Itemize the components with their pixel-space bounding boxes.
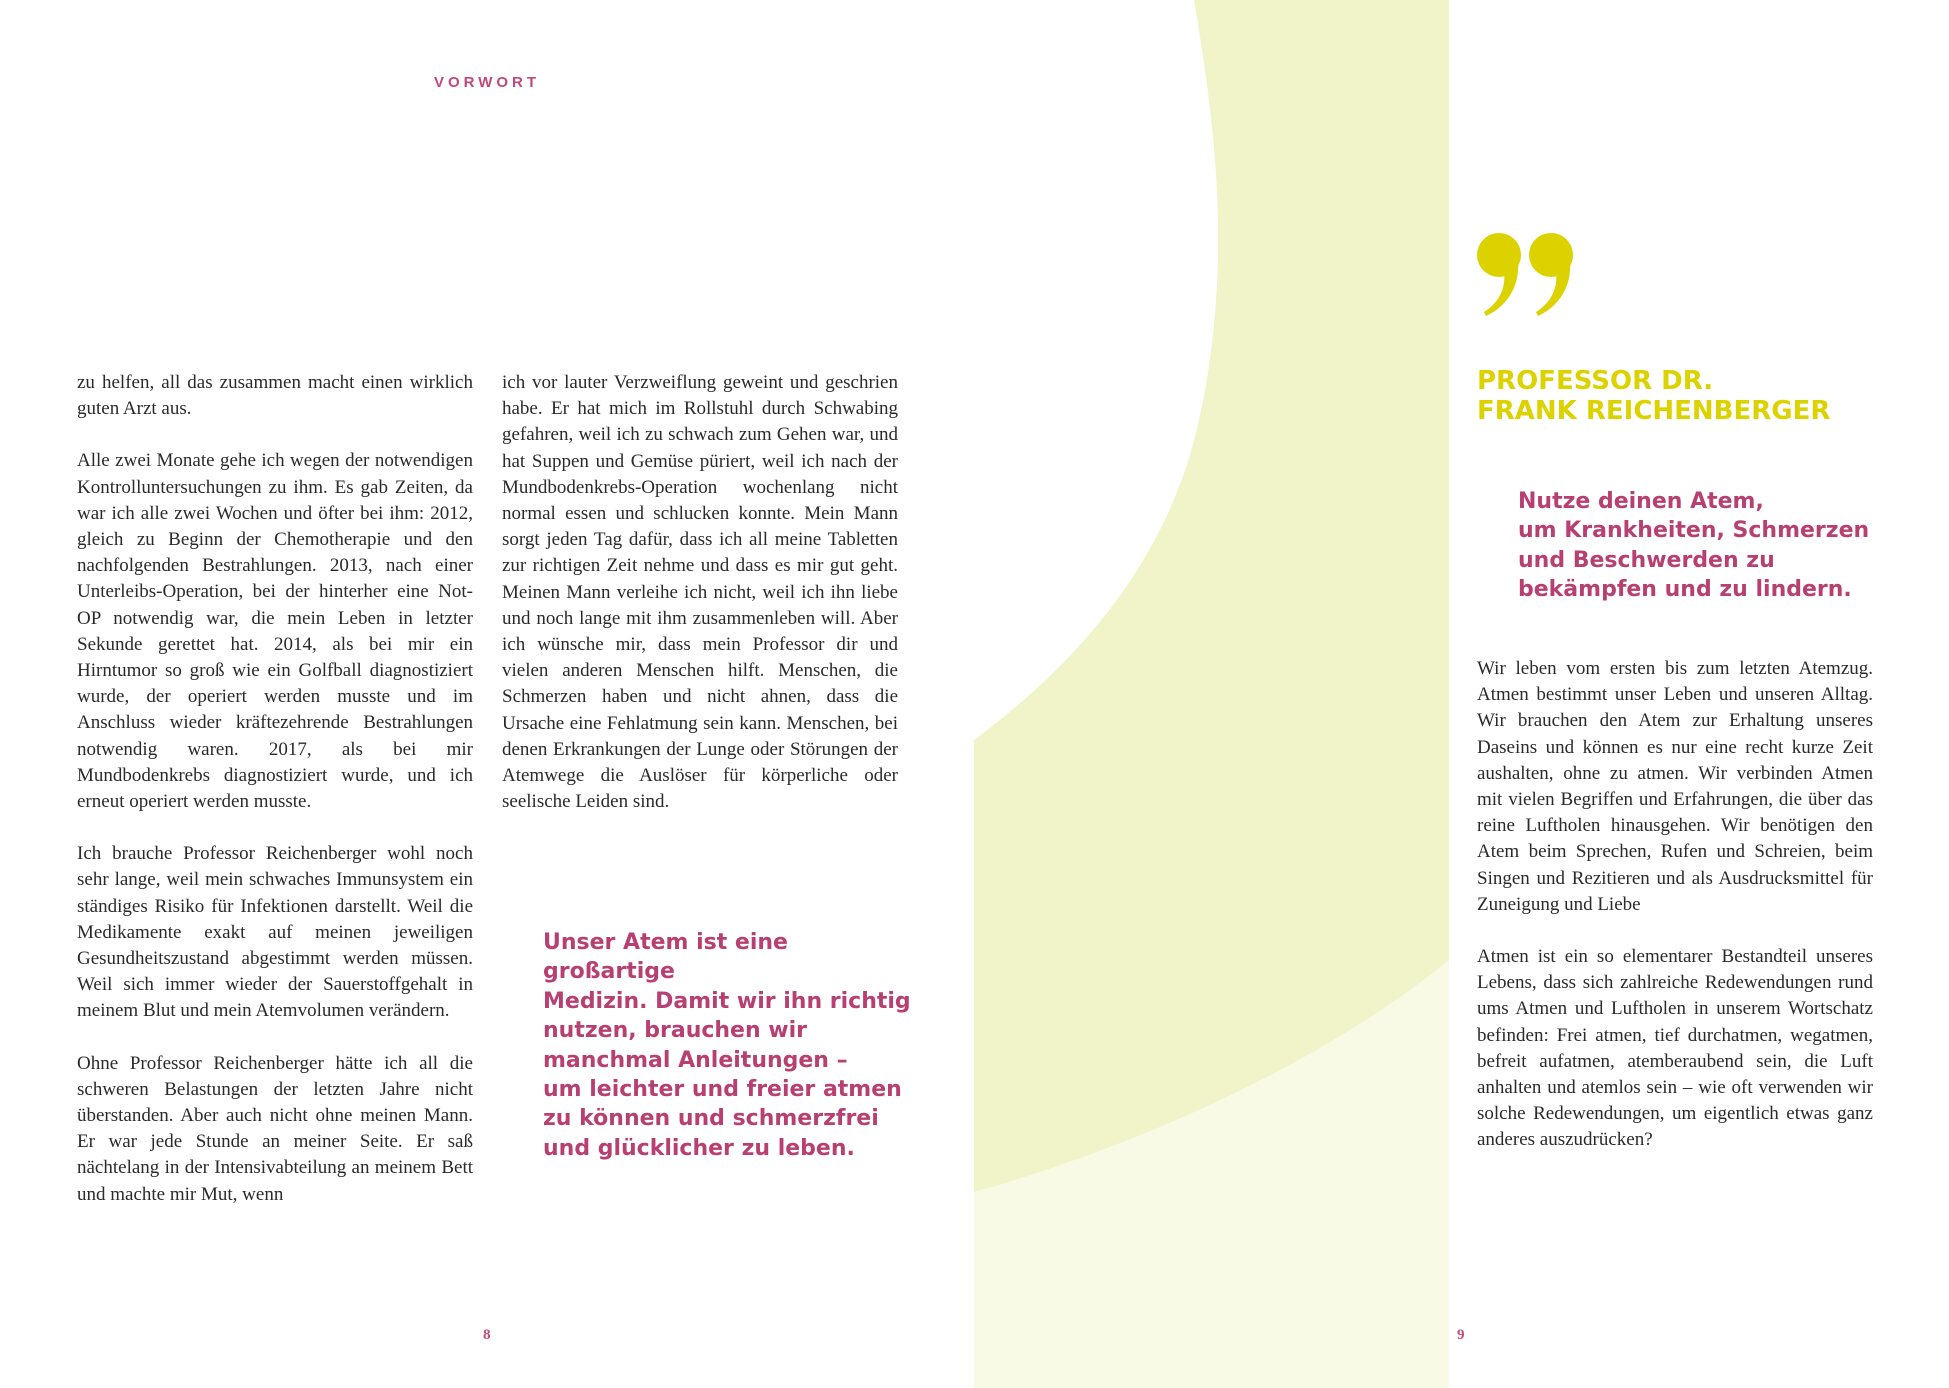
- pull-quote-right: [1518, 487, 1878, 605]
- page-number-right: 9: [1457, 1327, 1465, 1343]
- author-name-line: PROFESSOR DR.: [1477, 366, 1714, 396]
- pull-quote-line: zu können und schmerzfrei: [543, 1106, 879, 1132]
- paragraph: Wir leben vom ersten bis zum letzten Atemzug. Atmen bestimmt unser Leben und unseren Alltag. Wir brauchen den Atem zur Erhaltung unseres Daseins und können es nur eine recht kurze Zeit aushalten, ohne zu atmen. Wir verbinden Atmen mit vielen Begriffen und Erfahrungen, die über das reine Luftholen hinausgehen. Wir benötigen den Atem beim Sprechen, Rufen und Schreien, beim Singen und Rezitieren und als Ausdrucksmittel für Zuneigung und Liebe: [1477, 658, 1873, 915]
- pull-quote-line: um leichter und freier atmen: [543, 1077, 902, 1103]
- pull-quote-left: [543, 928, 923, 1163]
- pull-quote-line: manchmal Anleitungen –: [543, 1047, 848, 1073]
- paragraph: Atmen ist ein so elementarer Bestandteil unseres Lebens, dass sich zahlreiche Redewendungen rund ums Atmen und Luftholen in unserem Wortschatz befinden: Frei atmen, tief durchatmen, wegatmen, befreit aufatmen, atemberaubend sein, die Luft anhalten und atemlos sein – wie oft verwenden wir solche Redewendungen, um eigentlich etwas ganz anderes auszudrücken?: [1477, 946, 1873, 1151]
- pull-quote-line: und Beschwerden zu: [1518, 547, 1775, 573]
- paragraph: Ich brauche Professor Reichenberger wohl noch sehr lange, weil mein schwaches Immunsystem ein ständiges Risiko für Infektionen darstellt. Weil die Medikamente exakt auf meinen jeweiligen Gesundheitszustand abgestimmt werden müssen. Weil sich immer wieder der Sauerstoffgehalt in meinem Blut und mein Atemvolumen verändern.: [77, 843, 473, 1022]
- pull-quote-line: Medizin. Damit wir ihn richtig: [543, 988, 911, 1014]
- running-head: VORWORT: [434, 74, 541, 91]
- paragraph: Alle zwei Monate gehe ich wegen der notwendigen Kontrolluntersuchungen zu ihm. Es gab Zeiten, da war ich alle zwei Wochen und öfter bei ihm: 2012, gleich zu Beginn der Chemotherapie und den nachfolgenden Bestrahlungen. 2013, nach einer Unterleibs-Operation, bei der hinterher eine Not-OP notwendig war, die mein Leben in letzter Sekunde gerettet hat. 2014, als bei mir ein Hirntumor so groß wie ein Golfball diagnostiziert wurde, der operiert werden musste und im Anschluss wieder kräftezehrende Bestrahlungen notwendig waren. 2017, als bei mir Mundbodenkrebs diagnostiziert wurde, und ich erneut operiert werden musste.: [77, 450, 473, 813]
- author-name: [1477, 366, 1830, 426]
- paragraph: zu helfen, all das zusammen macht einen wirklich guten Arzt aus.: [77, 372, 473, 420]
- pull-quote-line: nutzen, brauchen wir: [543, 1018, 808, 1044]
- text-column-1: [77, 370, 473, 1234]
- page-number-left: 8: [483, 1327, 491, 1343]
- paragraph: Ohne Professor Reichenberger hätte ich all die schweren Belastungen der letzten Jahre nicht überstanden. Aber auch nicht ohne meinen Mann. Er war jede Stunde an meiner Seite. Er saß nächtelang in der Intensivabteilung an meinem Bett und machte mir Mut, wenn: [77, 1052, 473, 1205]
- pull-quote-line: Nutze deinen Atem,: [1518, 489, 1764, 514]
- author-name-line: FRANK REICHENBERGER: [1477, 396, 1831, 426]
- quotation-mark-icon: [1476, 232, 1576, 318]
- text-column-right: [1477, 656, 1873, 1180]
- pull-quote-line: und glücklicher zu leben.: [543, 1135, 855, 1161]
- pull-quote-line: um Krankheiten, Schmerzen: [1518, 518, 1870, 544]
- text-column-2: [502, 370, 898, 841]
- pull-quote-line: bekämpfen und zu lindern.: [1518, 577, 1852, 603]
- pull-quote-line: Unser Atem ist eine großartige: [543, 930, 788, 985]
- paragraph: ich vor lauter Verzweiflung geweint und geschrien habe. Er hat mich im Rollstuhl durch Schwabing gefahren, weil ich zu schwach zum Gehen war, und hat Suppen und Gemüse püriert, weil ich nach der Mundbodenkrebs-Operation wochenlang nicht normal essen und schlucken konnte. Mein Mann sorgt jeden Tag dafür, dass ich all meine Tabletten zur richtigen Zeit nehme und dass es mir gut geht. Meinen Mann verleihe ich nicht, weil ich ihn liebe und noch lange mit ihm zusammenleben will. Aber ich wünsche mir, dass mein Professor dir und vielen anderen Menschen hilft. Menschen, die Schmerzen haben und nicht ahnen, dass die Ursache eine Fehlatmung sein kann. Menschen, bei denen Erkrankungen der Lunge oder Störungen der Atemwege die Auslöser für körperliche oder seelische Leiden sind.: [502, 372, 898, 813]
